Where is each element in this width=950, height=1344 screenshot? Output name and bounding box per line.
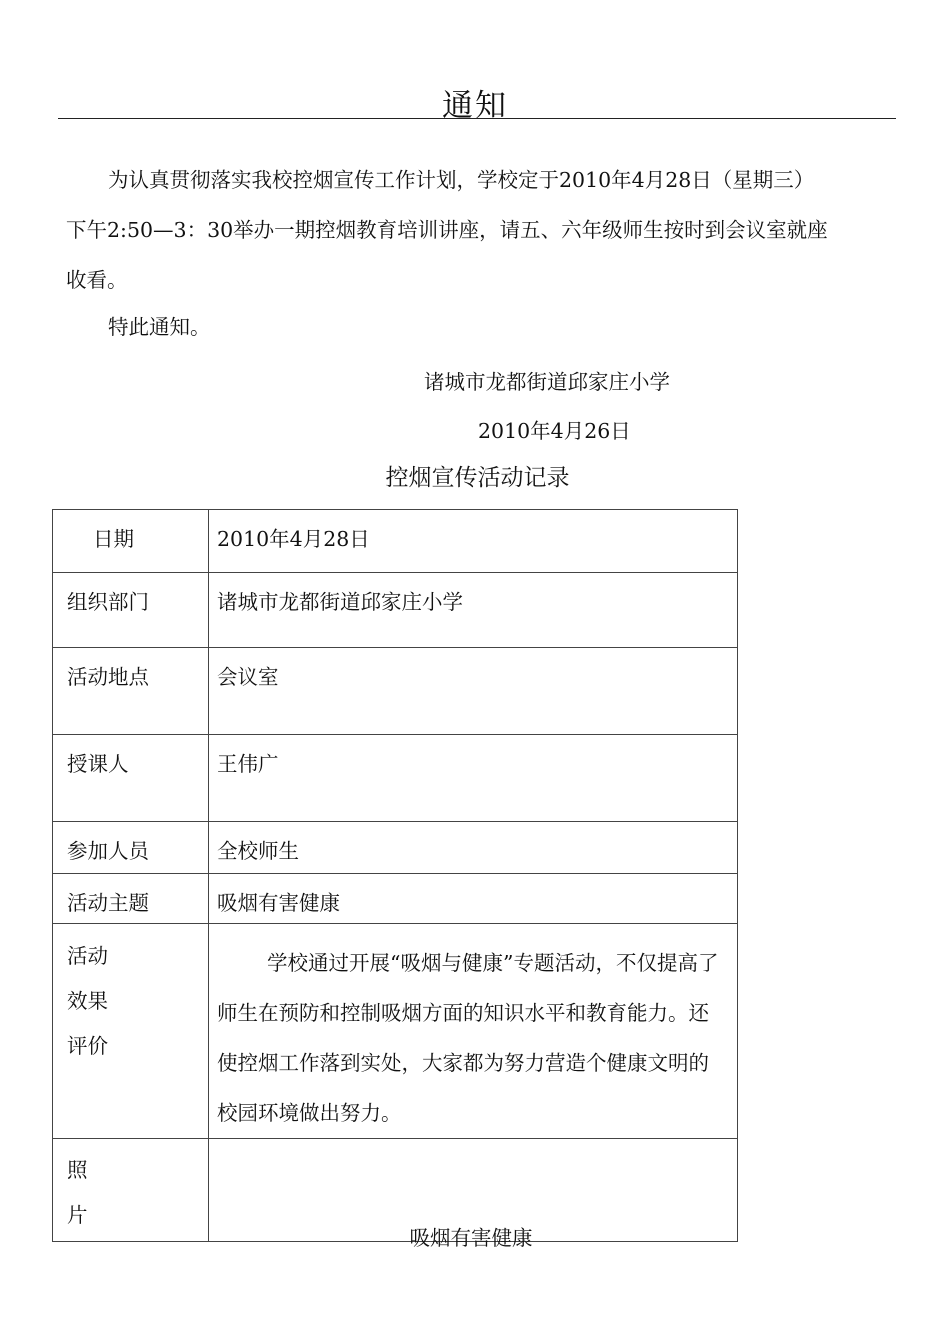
notice-closing: 特此通知。 <box>108 315 211 339</box>
effect-label-line-3: 评价 <box>67 1034 108 1058</box>
row-label-effect <box>53 924 209 1139</box>
row-label-date: 日期 <box>53 510 209 573</box>
table-caption: 吸烟有害健康 <box>409 1226 533 1250</box>
effect-label-line-2: 效果 <box>67 989 108 1013</box>
row-value-date: 2010年4月28日 <box>209 510 738 573</box>
row-label-theme: 活动主题 <box>53 874 209 924</box>
row-value-theme: 吸烟有害健康 <box>209 874 738 924</box>
row-label-participants: 参加人员 <box>53 822 209 874</box>
table-row <box>53 735 738 822</box>
table-row <box>53 874 738 924</box>
row-value-organizer: 诸城市龙都街道邱家庄小学 <box>209 573 738 648</box>
notice-body-line-2: 下午2:50—3：30举办一期控烟教育培训讲座，请五、六年级师生按时到会议室就座 <box>66 218 828 242</box>
table-row <box>53 510 738 573</box>
record-title: 控烟宣传活动记录 <box>385 465 570 491</box>
row-label-location: 活动地点 <box>53 648 209 735</box>
row-value-effect: 学校通过开展“吸烟与健康”专题活动，不仅提高了师生在预防和控制吸烟方面的知识水平和教育能力。还使控烟工作落到实处，大家都为努力营造个健康文明的校园环境做出努力。 <box>209 924 738 1139</box>
effect-label-line-1: 活动 <box>67 944 108 968</box>
notice-signer: 诸城市龙都街道邱家庄小学 <box>424 370 670 394</box>
photo-label-line-1: 照 <box>67 1158 88 1182</box>
notice-body-line-1: 为认真贯彻落实我校控烟宣传工作计划，学校定于2010年4月28日（星期三） <box>108 168 815 192</box>
row-value-participants: 全校师生 <box>209 822 738 874</box>
row-label-lecturer: 授课人 <box>53 735 209 822</box>
row-value-lecturer: 王伟广 <box>209 735 738 822</box>
notice-body-line-3: 收看。 <box>66 268 128 292</box>
row-value-location: 会议室 <box>209 648 738 735</box>
row-label-organizer: 组织部门 <box>53 573 209 648</box>
notice-body <box>66 155 896 305</box>
table-row <box>53 573 738 648</box>
table-row <box>53 822 738 874</box>
notice-date: 2010年4月26日 <box>478 419 631 443</box>
photo-label-line-2: 片 <box>67 1203 88 1227</box>
table-row <box>53 924 738 1139</box>
table-row <box>53 648 738 735</box>
activity-record-table <box>52 509 738 1242</box>
title-divider <box>58 118 896 119</box>
notice-title: 通知 <box>442 88 508 124</box>
